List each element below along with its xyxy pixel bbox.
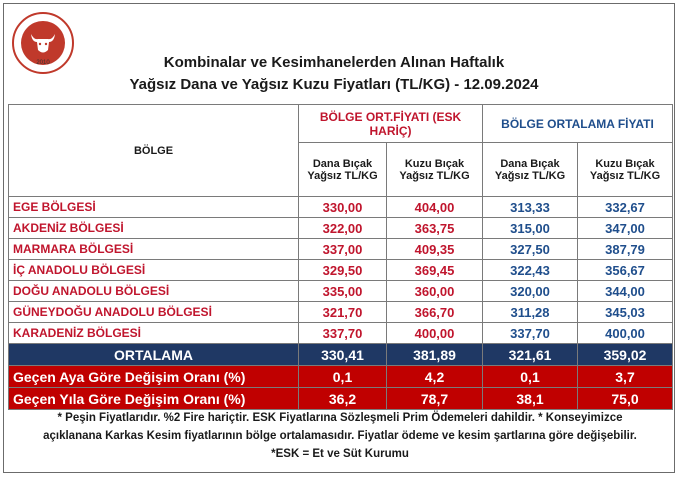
- value-cell: 369,45: [387, 260, 483, 281]
- region-name: EGE BÖLGESİ: [9, 197, 299, 218]
- region-name: AKDENİZ BÖLGESİ: [9, 218, 299, 239]
- table-row: [9, 239, 673, 260]
- average-value: 381,89: [387, 344, 483, 366]
- average-value: 359,02: [578, 344, 673, 366]
- value-cell: 315,00: [483, 218, 578, 239]
- value-cell: 387,79: [578, 239, 673, 260]
- sub-header-3: Dana Bıçak Yağsız TL/KG: [483, 143, 578, 197]
- value-cell: 404,00: [387, 197, 483, 218]
- monthly-change-value: 3,7: [578, 366, 673, 388]
- value-cell: 313,33: [483, 197, 578, 218]
- value-cell: 329,50: [299, 260, 387, 281]
- monthly-change-row: [9, 366, 673, 388]
- average-row: [9, 344, 673, 366]
- footnote-line-3: *ESK = Et ve Süt Kurumu: [271, 448, 409, 460]
- value-cell: 322,43: [483, 260, 578, 281]
- table-row: [9, 197, 673, 218]
- value-cell: 345,03: [578, 302, 673, 323]
- value-cell: 400,00: [578, 323, 673, 344]
- average-label: ORTALAMA: [9, 344, 299, 366]
- value-cell: 320,00: [483, 281, 578, 302]
- table-row: [9, 302, 673, 323]
- konsey-logo: [12, 12, 74, 74]
- title-line-2: Yağsız Dana ve Yağsız Kuzu Fiyatları (TL/KG) - 12.09.2024: [129, 76, 539, 93]
- table-row: [9, 218, 673, 239]
- monthly-change-value: 0,1: [299, 366, 387, 388]
- value-cell: 337,70: [483, 323, 578, 344]
- value-cell: 322,00: [299, 218, 387, 239]
- region-name: DOĞU ANADOLU BÖLGESİ: [9, 281, 299, 302]
- value-cell: 337,00: [299, 239, 387, 260]
- yearly-change-label: Geçen Yıla Göre Değişim Oranı (%): [9, 388, 299, 410]
- value-cell: 337,70: [299, 323, 387, 344]
- value-cell: 409,35: [387, 239, 483, 260]
- table-row: [9, 260, 673, 281]
- region-name: MARMARA BÖLGESİ: [9, 239, 299, 260]
- value-cell: 366,70: [387, 302, 483, 323]
- sub-header-4: Kuzu Bıçak Yağsız TL/KG: [578, 143, 673, 197]
- average-value: 321,61: [483, 344, 578, 366]
- value-cell: 360,00: [387, 281, 483, 302]
- yearly-change-value: 78,7: [387, 388, 483, 410]
- region-name: GÜNEYDOĞU ANADOLU BÖLGESİ: [9, 302, 299, 323]
- value-cell: 363,75: [387, 218, 483, 239]
- bull-head-icon: [21, 21, 65, 65]
- sub-header-1: Dana Bıçak Yağsız TL/KG: [299, 143, 387, 197]
- sub-header-2: Kuzu Bıçak Yağsız TL/KG: [387, 143, 483, 197]
- page-title: [84, 52, 584, 96]
- value-cell: 332,67: [578, 197, 673, 218]
- yearly-change-value: 36,2: [299, 388, 387, 410]
- region-name: KARADENİZ BÖLGESİ: [9, 323, 299, 344]
- group-header-average: BÖLGE ORTALAMA FİYATI: [483, 105, 673, 143]
- value-cell: 356,67: [578, 260, 673, 281]
- page-frame: [3, 3, 675, 473]
- value-cell: 344,00: [578, 281, 673, 302]
- logo-year: 2010: [36, 60, 50, 66]
- price-table: [8, 104, 673, 410]
- monthly-change-label: Geçen Aya Göre Değişim Oranı (%): [9, 366, 299, 388]
- yearly-change-value: 75,0: [578, 388, 673, 410]
- value-cell: 330,00: [299, 197, 387, 218]
- table-row: [9, 323, 673, 344]
- footnote-line-2: açıklanana Karkas Kesim fiyatlarının bölge ortalamasıdır. Fiyatlar ödeme ve kesim şartlarına göre değişebilir.: [43, 430, 637, 442]
- value-cell: 347,00: [578, 218, 673, 239]
- col-header-region: BÖLGE: [9, 105, 299, 197]
- footnote-line-1: * Peşin Fiyatlarıdır. %2 Fire hariçtir. ESK Fiyatlarına Sözleşmeli Prim Ödemeleri dahildir. * Konseyimizce: [57, 412, 623, 424]
- value-cell: 327,50: [483, 239, 578, 260]
- value-cell: 321,70: [299, 302, 387, 323]
- footnote: [8, 409, 672, 463]
- group-header-esk-excluded: BÖLGE ORT.FİYATI (ESK HARİÇ): [299, 105, 483, 143]
- yearly-change-row: [9, 388, 673, 410]
- value-cell: 400,00: [387, 323, 483, 344]
- table-row: [9, 281, 673, 302]
- title-line-1: Kombinalar ve Kesimhanelerden Alınan Haftalık: [163, 54, 505, 71]
- average-value: 330,41: [299, 344, 387, 366]
- yearly-change-value: 38,1: [483, 388, 578, 410]
- monthly-change-value: 0,1: [483, 366, 578, 388]
- value-cell: 335,00: [299, 281, 387, 302]
- value-cell: 311,28: [483, 302, 578, 323]
- region-name: İÇ ANADOLU BÖLGESİ: [9, 260, 299, 281]
- monthly-change-value: 4,2: [387, 366, 483, 388]
